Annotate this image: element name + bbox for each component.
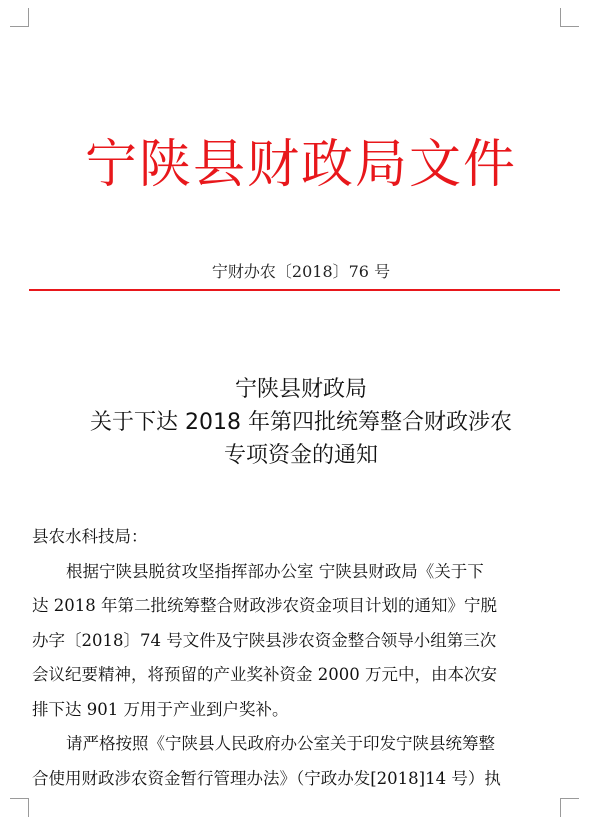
notice-title — [0, 373, 602, 472]
paragraph-2-line: 请严格按照《宁陕县人民政府办公室关于印发宁陕县统筹整 — [66, 734, 495, 753]
crop-mark-top-left — [10, 8, 29, 27]
salutation: 县农水科技局： — [32, 527, 148, 546]
paragraph-1-line: 根据宁陕县脱贫攻坚指挥部办公室 宁陕县财政局《关于下 — [66, 561, 484, 581]
paragraph-1-line: 会议纪要精神，将预留的产业奖补资金 2000 万元中，由本次安 — [32, 665, 497, 684]
title-line-3: 专项资金的通知 — [223, 443, 378, 468]
document-header-title: 宁陕县财政局文件 — [84, 135, 517, 195]
paragraph-1-line: 排下达 901 万用于产业到户奖补。 — [32, 699, 289, 719]
title-line-2: 关于下达 2018 年第四批统筹整合财政涉农 — [90, 410, 512, 435]
paragraph-1-line: 办字〔2018〕74 号文件及宁陕县涉农资金整合领导小组第三次 — [32, 630, 497, 650]
document-body — [32, 520, 560, 796]
document-number: 宁财办农〔2018〕76 号 — [211, 262, 391, 281]
paragraph-2-line: 合使用财政涉农资金暂行管理办法》（宁政办发[2018]14 号）执 — [32, 768, 501, 788]
crop-mark-bottom-left — [10, 798, 29, 817]
title-line-1: 宁陕县财政局 — [234, 377, 367, 402]
red-divider-line — [29, 289, 560, 291]
crop-mark-top-right — [560, 8, 579, 27]
crop-mark-bottom-right — [560, 798, 579, 817]
paragraph-1-line: 达 2018 年第二批统筹整合财政涉农资金项目计划的通知》宁脱 — [32, 596, 497, 615]
